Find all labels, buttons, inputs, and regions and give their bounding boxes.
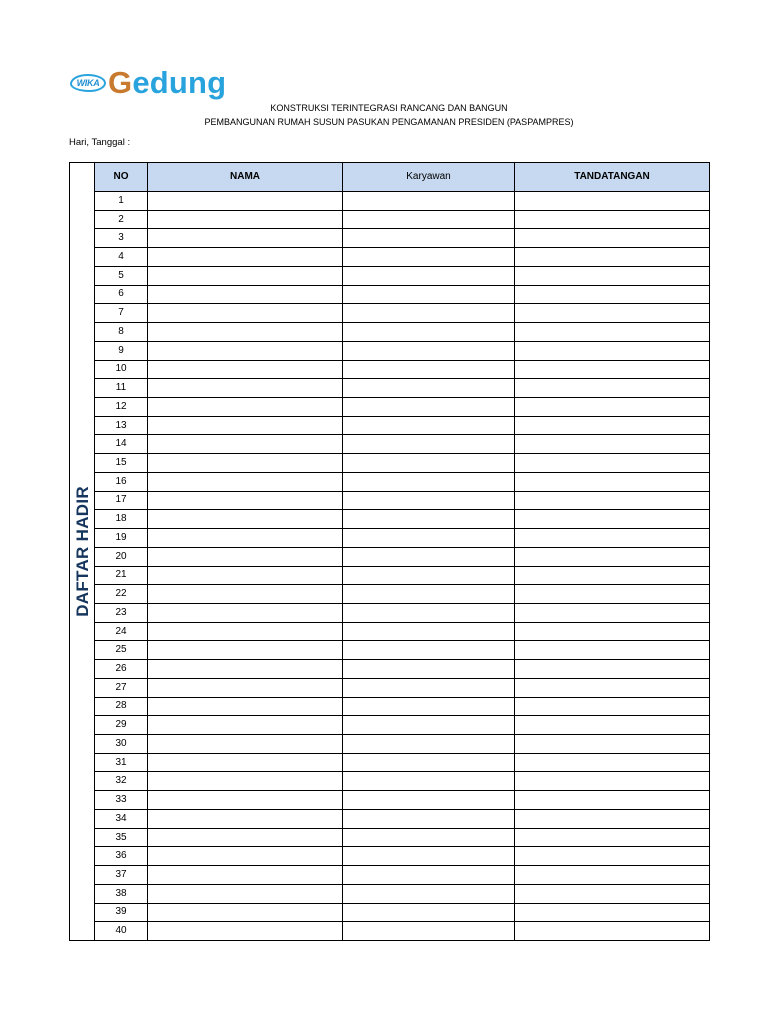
karyawan-cell xyxy=(343,323,515,342)
karyawan-cell xyxy=(343,548,515,567)
nama-cell xyxy=(148,398,343,417)
document-header xyxy=(69,101,709,129)
nama-cell xyxy=(148,829,343,848)
tandatangan-cell xyxy=(515,904,710,923)
row-number-cell: 26 xyxy=(95,660,148,679)
karyawan-cell xyxy=(343,641,515,660)
row-number-cell: 13 xyxy=(95,417,148,436)
nama-cell xyxy=(148,211,343,230)
side-label xyxy=(70,163,95,941)
tandatangan-cell xyxy=(515,192,710,211)
tandatangan-cell xyxy=(515,361,710,380)
row-number-cell: 18 xyxy=(95,510,148,529)
nama-cell xyxy=(148,286,343,305)
row-number-cell: 39 xyxy=(95,904,148,923)
row-number-cell: 7 xyxy=(95,304,148,323)
karyawan-cell xyxy=(343,660,515,679)
tandatangan-cell xyxy=(515,286,710,305)
karyawan-cell xyxy=(343,492,515,511)
tandatangan-cell xyxy=(515,660,710,679)
row-number-cell: 9 xyxy=(95,342,148,361)
column-header-nama: NAMA xyxy=(148,163,343,192)
tandatangan-cell xyxy=(515,623,710,642)
row-number-cell: 1 xyxy=(95,192,148,211)
karyawan-cell xyxy=(343,866,515,885)
wika-logo-badge xyxy=(70,74,106,92)
karyawan-cell xyxy=(343,585,515,604)
row-number-cell: 6 xyxy=(95,286,148,305)
tandatangan-cell xyxy=(515,604,710,623)
tandatangan-cell xyxy=(515,866,710,885)
nama-cell xyxy=(148,361,343,380)
karyawan-cell xyxy=(343,192,515,211)
row-number-cell: 36 xyxy=(95,847,148,866)
karyawan-cell xyxy=(343,379,515,398)
karyawan-cell xyxy=(343,904,515,923)
row-number-cell: 14 xyxy=(95,435,148,454)
tandatangan-cell xyxy=(515,398,710,417)
tandatangan-cell xyxy=(515,417,710,436)
karyawan-cell xyxy=(343,342,515,361)
row-number-cell: 20 xyxy=(95,548,148,567)
nama-cell xyxy=(148,342,343,361)
row-number-cell: 21 xyxy=(95,567,148,586)
karyawan-cell xyxy=(343,716,515,735)
tandatangan-cell xyxy=(515,267,710,286)
column-header-no: NO xyxy=(95,163,148,192)
nama-cell xyxy=(148,304,343,323)
karyawan-cell xyxy=(343,398,515,417)
row-number-cell: 5 xyxy=(95,267,148,286)
side-label-text: DAFTAR HADIR xyxy=(72,486,92,617)
nama-cell xyxy=(148,604,343,623)
nama-cell xyxy=(148,660,343,679)
row-number-cell: 38 xyxy=(95,885,148,904)
nama-cell xyxy=(148,847,343,866)
karyawan-cell xyxy=(343,754,515,773)
nama-cell xyxy=(148,548,343,567)
tandatangan-cell xyxy=(515,679,710,698)
nama-cell xyxy=(148,735,343,754)
karyawan-cell xyxy=(343,791,515,810)
row-number-cell: 10 xyxy=(95,361,148,380)
row-number-cell: 22 xyxy=(95,585,148,604)
row-number-cell: 35 xyxy=(95,829,148,848)
karyawan-cell xyxy=(343,604,515,623)
row-number-cell: 40 xyxy=(95,922,148,941)
nama-cell xyxy=(148,492,343,511)
row-number-cell: 15 xyxy=(95,454,148,473)
column-header-tandatangan: TANDATANGAN xyxy=(515,163,710,192)
row-number-cell: 37 xyxy=(95,866,148,885)
nama-cell xyxy=(148,379,343,398)
karyawan-cell xyxy=(343,229,515,248)
karyawan-cell xyxy=(343,304,515,323)
karyawan-cell xyxy=(343,267,515,286)
karyawan-cell xyxy=(343,698,515,717)
nama-cell xyxy=(148,810,343,829)
tandatangan-cell xyxy=(515,548,710,567)
karyawan-cell xyxy=(343,510,515,529)
nama-cell xyxy=(148,698,343,717)
karyawan-cell xyxy=(343,567,515,586)
karyawan-cell xyxy=(343,417,515,436)
row-number-cell: 27 xyxy=(95,679,148,698)
logo-name-text: Gedung xyxy=(108,65,227,100)
row-number-cell: 25 xyxy=(95,641,148,660)
nama-cell xyxy=(148,866,343,885)
karyawan-cell xyxy=(343,735,515,754)
row-number-cell: 11 xyxy=(95,379,148,398)
nama-cell xyxy=(148,585,343,604)
nama-cell xyxy=(148,323,343,342)
karyawan-cell xyxy=(343,623,515,642)
tandatangan-cell xyxy=(515,454,710,473)
row-number-cell: 30 xyxy=(95,735,148,754)
tandatangan-cell xyxy=(515,735,710,754)
karyawan-cell xyxy=(343,361,515,380)
nama-cell xyxy=(148,679,343,698)
nama-cell xyxy=(148,641,343,660)
row-number-cell: 16 xyxy=(95,473,148,492)
attendance-table xyxy=(69,162,710,941)
nama-cell xyxy=(148,510,343,529)
tandatangan-cell xyxy=(515,885,710,904)
tandatangan-cell xyxy=(515,698,710,717)
tandatangan-cell xyxy=(515,342,710,361)
nama-cell xyxy=(148,454,343,473)
tandatangan-cell xyxy=(515,435,710,454)
header-line-2: PEMBANGUNAN RUMAH SUSUN PASUKAN PENGAMANAN PRESIDEN (PASPAMPRES) xyxy=(204,117,574,127)
tandatangan-cell xyxy=(515,585,710,604)
karyawan-cell xyxy=(343,810,515,829)
row-number-cell: 29 xyxy=(95,716,148,735)
row-number-cell: 33 xyxy=(95,791,148,810)
row-number-cell: 17 xyxy=(95,492,148,511)
tandatangan-cell xyxy=(515,473,710,492)
tandatangan-cell xyxy=(515,567,710,586)
row-number-cell: 4 xyxy=(95,248,148,267)
row-number-cell: 12 xyxy=(95,398,148,417)
tandatangan-cell xyxy=(515,304,710,323)
nama-cell xyxy=(148,772,343,791)
row-number-cell: 3 xyxy=(95,229,148,248)
karyawan-cell xyxy=(343,248,515,267)
tandatangan-cell xyxy=(515,229,710,248)
karyawan-cell xyxy=(343,286,515,305)
nama-cell xyxy=(148,904,343,923)
row-number-cell: 34 xyxy=(95,810,148,829)
nama-cell xyxy=(148,529,343,548)
karyawan-cell xyxy=(343,473,515,492)
tandatangan-cell xyxy=(515,510,710,529)
row-number-cell: 31 xyxy=(95,754,148,773)
karyawan-cell xyxy=(343,922,515,941)
tandatangan-cell xyxy=(515,379,710,398)
nama-cell xyxy=(148,229,343,248)
karyawan-cell xyxy=(343,435,515,454)
tandatangan-cell xyxy=(515,492,710,511)
nama-cell xyxy=(148,435,343,454)
company-logo xyxy=(70,67,240,101)
nama-cell xyxy=(148,885,343,904)
logo-brand-text: WIKA xyxy=(76,77,100,88)
nama-cell xyxy=(148,623,343,642)
tandatangan-cell xyxy=(515,810,710,829)
row-number-cell: 24 xyxy=(95,623,148,642)
row-number-cell: 8 xyxy=(95,323,148,342)
karyawan-cell xyxy=(343,679,515,698)
karyawan-cell xyxy=(343,847,515,866)
row-number-cell: 28 xyxy=(95,698,148,717)
karyawan-cell xyxy=(343,772,515,791)
tandatangan-cell xyxy=(515,323,710,342)
row-number-cell: 23 xyxy=(95,604,148,623)
tandatangan-cell xyxy=(515,529,710,548)
karyawan-cell xyxy=(343,529,515,548)
tandatangan-cell xyxy=(515,211,710,230)
row-number-cell: 32 xyxy=(95,772,148,791)
tandatangan-cell xyxy=(515,847,710,866)
nama-cell xyxy=(148,716,343,735)
nama-cell xyxy=(148,567,343,586)
karyawan-cell xyxy=(343,885,515,904)
row-number-cell: 2 xyxy=(95,211,148,230)
tandatangan-cell xyxy=(515,754,710,773)
date-label: Hari, Tanggal : xyxy=(69,137,131,148)
nama-cell xyxy=(148,754,343,773)
tandatangan-cell xyxy=(515,248,710,267)
nama-cell xyxy=(148,248,343,267)
tandatangan-cell xyxy=(515,716,710,735)
karyawan-cell xyxy=(343,211,515,230)
row-number-cell: 19 xyxy=(95,529,148,548)
nama-cell xyxy=(148,267,343,286)
tandatangan-cell xyxy=(515,829,710,848)
karyawan-cell xyxy=(343,829,515,848)
tandatangan-cell xyxy=(515,791,710,810)
karyawan-cell xyxy=(343,454,515,473)
nama-cell xyxy=(148,473,343,492)
tandatangan-cell xyxy=(515,922,710,941)
nama-cell xyxy=(148,192,343,211)
nama-cell xyxy=(148,922,343,941)
tandatangan-cell xyxy=(515,641,710,660)
header-line-1: KONSTRUKSI TERINTEGRASI RANCANG DAN BANGUN xyxy=(270,103,508,113)
tandatangan-cell xyxy=(515,772,710,791)
nama-cell xyxy=(148,791,343,810)
column-header-karyawan: Karyawan xyxy=(343,163,515,192)
nama-cell xyxy=(148,417,343,436)
